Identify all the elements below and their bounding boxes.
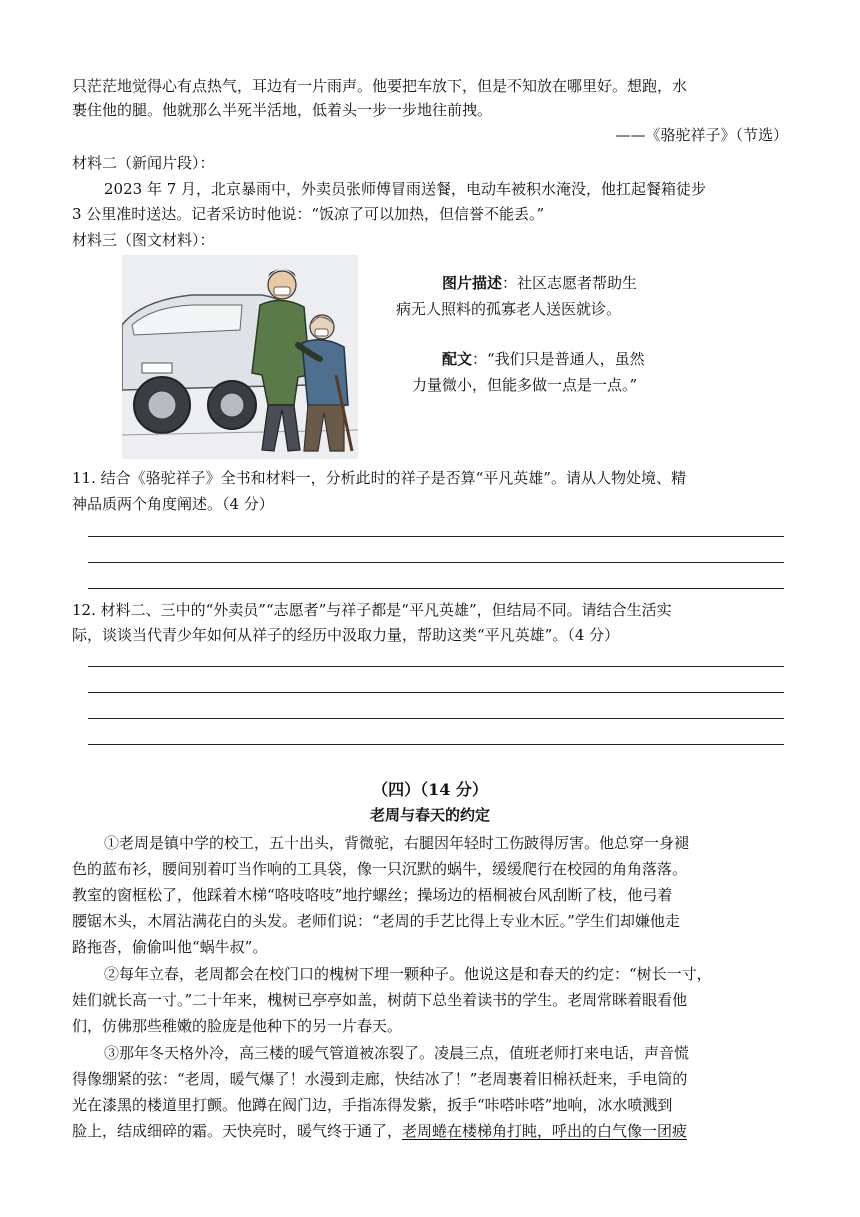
question-12-line-1: 12. 材料二、三中的“外卖员”“志愿者”与祥子都是“平凡英雄”，但结局不同。请结合生活实 bbox=[72, 601, 672, 619]
paragraph-3-text: 脸上，结成细碎的霜。天快亮时，暖气终于通了， bbox=[72, 1122, 403, 1140]
question-11-line-1: 11. 结合《骆驼祥子》全书和材料一，分析此时的祥子是否算“平凡英雄”。请从人物处境、精 bbox=[72, 469, 686, 487]
volunteer-illustration bbox=[122, 255, 358, 459]
material2-heading: 材料二（新闻片段）： bbox=[72, 154, 215, 172]
section-title: （四）（14 分） bbox=[372, 780, 488, 799]
illustration-drawing bbox=[122, 255, 358, 459]
question-11-line-2: 神品质两个角度阐述。（4 分） bbox=[72, 495, 274, 513]
caption-text bbox=[442, 346, 645, 372]
answer-line[interactable] bbox=[88, 536, 784, 537]
question-12-line-2: 际，谈谈当代青少年如何从祥子的经历中汲取力量，帮助这类“平凡英雄”。（4 分） bbox=[72, 626, 620, 644]
picture-description-text-2: 病无人照料的孤寡老人送医就诊。 bbox=[396, 300, 622, 318]
caption-label: 配文 bbox=[442, 350, 473, 368]
excerpt-line-2: 裹住他的腿。他就那么半死半活地，低着头一步一步地往前拽。 bbox=[72, 101, 493, 119]
paragraph-2-line: 娃们就长高一寸。”二十年来，槐树已亭亭如盖，树荫下总坐着读书的学生。老周常眯着眼看他 bbox=[72, 991, 688, 1009]
paragraph-3-line-last bbox=[72, 1119, 788, 1143]
caption-text-2: 力量微小，但能多做一点是一点。” bbox=[412, 376, 638, 394]
material3-heading: 材料三（图文材料）： bbox=[72, 231, 215, 249]
paragraph-1-line: ①老周是镇中学的校工，五十出头，背微驼，右腿因年轻时工伤跛得厉害。他总穿一身褪 bbox=[104, 834, 690, 852]
answer-line[interactable] bbox=[88, 692, 784, 693]
paragraph-3-line: 光在漆黑的楼道里打颤。他蹲在阀门边，手指冻得发紫，扳手“咔嗒咔嗒”地响，冰水喷溅到 bbox=[72, 1096, 673, 1114]
material2-line-2: 3 公里准时送达。记者采访时他说：“饭凉了可以加热，但信誉不能丢。” bbox=[72, 205, 545, 223]
paragraph-3-line: ③那年冬天格外冷，高三楼的暖气管道被冻裂了。凌晨三点，值班老师打来电话，声音慌 bbox=[104, 1044, 690, 1062]
paragraph-3-line: 得像绷紧的弦：“老周，暖气爆了！水漫到走廊，快结冰了！”老周裹着旧棉袄赶来，手电筒的 bbox=[72, 1070, 688, 1088]
answer-line[interactable] bbox=[88, 588, 784, 589]
source-note: ——《骆驼祥子》（节选） bbox=[615, 126, 788, 144]
paragraph-1-line: 色的蓝布衫，腰间别着叮当作响的工具袋，像一只沉默的蜗牛，缓缓爬行在校园的角角落落。 bbox=[72, 860, 688, 878]
picture-description bbox=[442, 270, 637, 296]
picture-description-text-1: ：社区志愿者帮助生 bbox=[502, 274, 638, 292]
picture-description-label: 图片描述 bbox=[442, 274, 503, 292]
answer-line[interactable] bbox=[88, 562, 784, 563]
paragraph-1-line: 教室的窗框松了，他踩着木梯“咯吱咯吱”地拧螺丝；操场边的梧桐被台风刮断了枝，他弓着 bbox=[72, 886, 673, 904]
paragraph-1-line: 腰锯木头，木屑沾满花白的头发。老师们说：“老周的手艺比得上专业木匠。”学生们却嫌他走 bbox=[72, 912, 680, 930]
paragraph-2-line: ②每年立春，老周都会在校门口的槐树下埋一颗种子。他说这是和春天的约定：“树长一寸， bbox=[104, 965, 712, 983]
answer-line[interactable] bbox=[88, 666, 784, 667]
underlined-sentence: 老周蜷在楼梯角打盹，呼出的白气像一团疲 bbox=[402, 1122, 688, 1140]
article-title: 老周与春天的约定 bbox=[369, 806, 490, 824]
excerpt-line-1: 只茫茫地觉得心有点热气，耳边有一片雨声。他要把车放下，但是不知放在哪里好。想跑，水 bbox=[72, 77, 688, 95]
paragraph-2-line: 们，仿佛那些稚嫩的脸庞是他种下的另一片春天。 bbox=[72, 1017, 403, 1035]
answer-line[interactable] bbox=[88, 718, 784, 719]
answer-line[interactable] bbox=[88, 744, 784, 745]
caption-text-1: ：“我们只是普通人，虽然 bbox=[472, 350, 645, 368]
material2-line-1: 2023 年 7 月，北京暴雨中，外卖员张师傅冒雨送餐，电动车被积水淹没，他扛起餐箱徒步 bbox=[104, 180, 707, 198]
paragraph-1-line: 路拖沓，偷偷叫他“蜗牛叔”。 bbox=[72, 938, 268, 956]
